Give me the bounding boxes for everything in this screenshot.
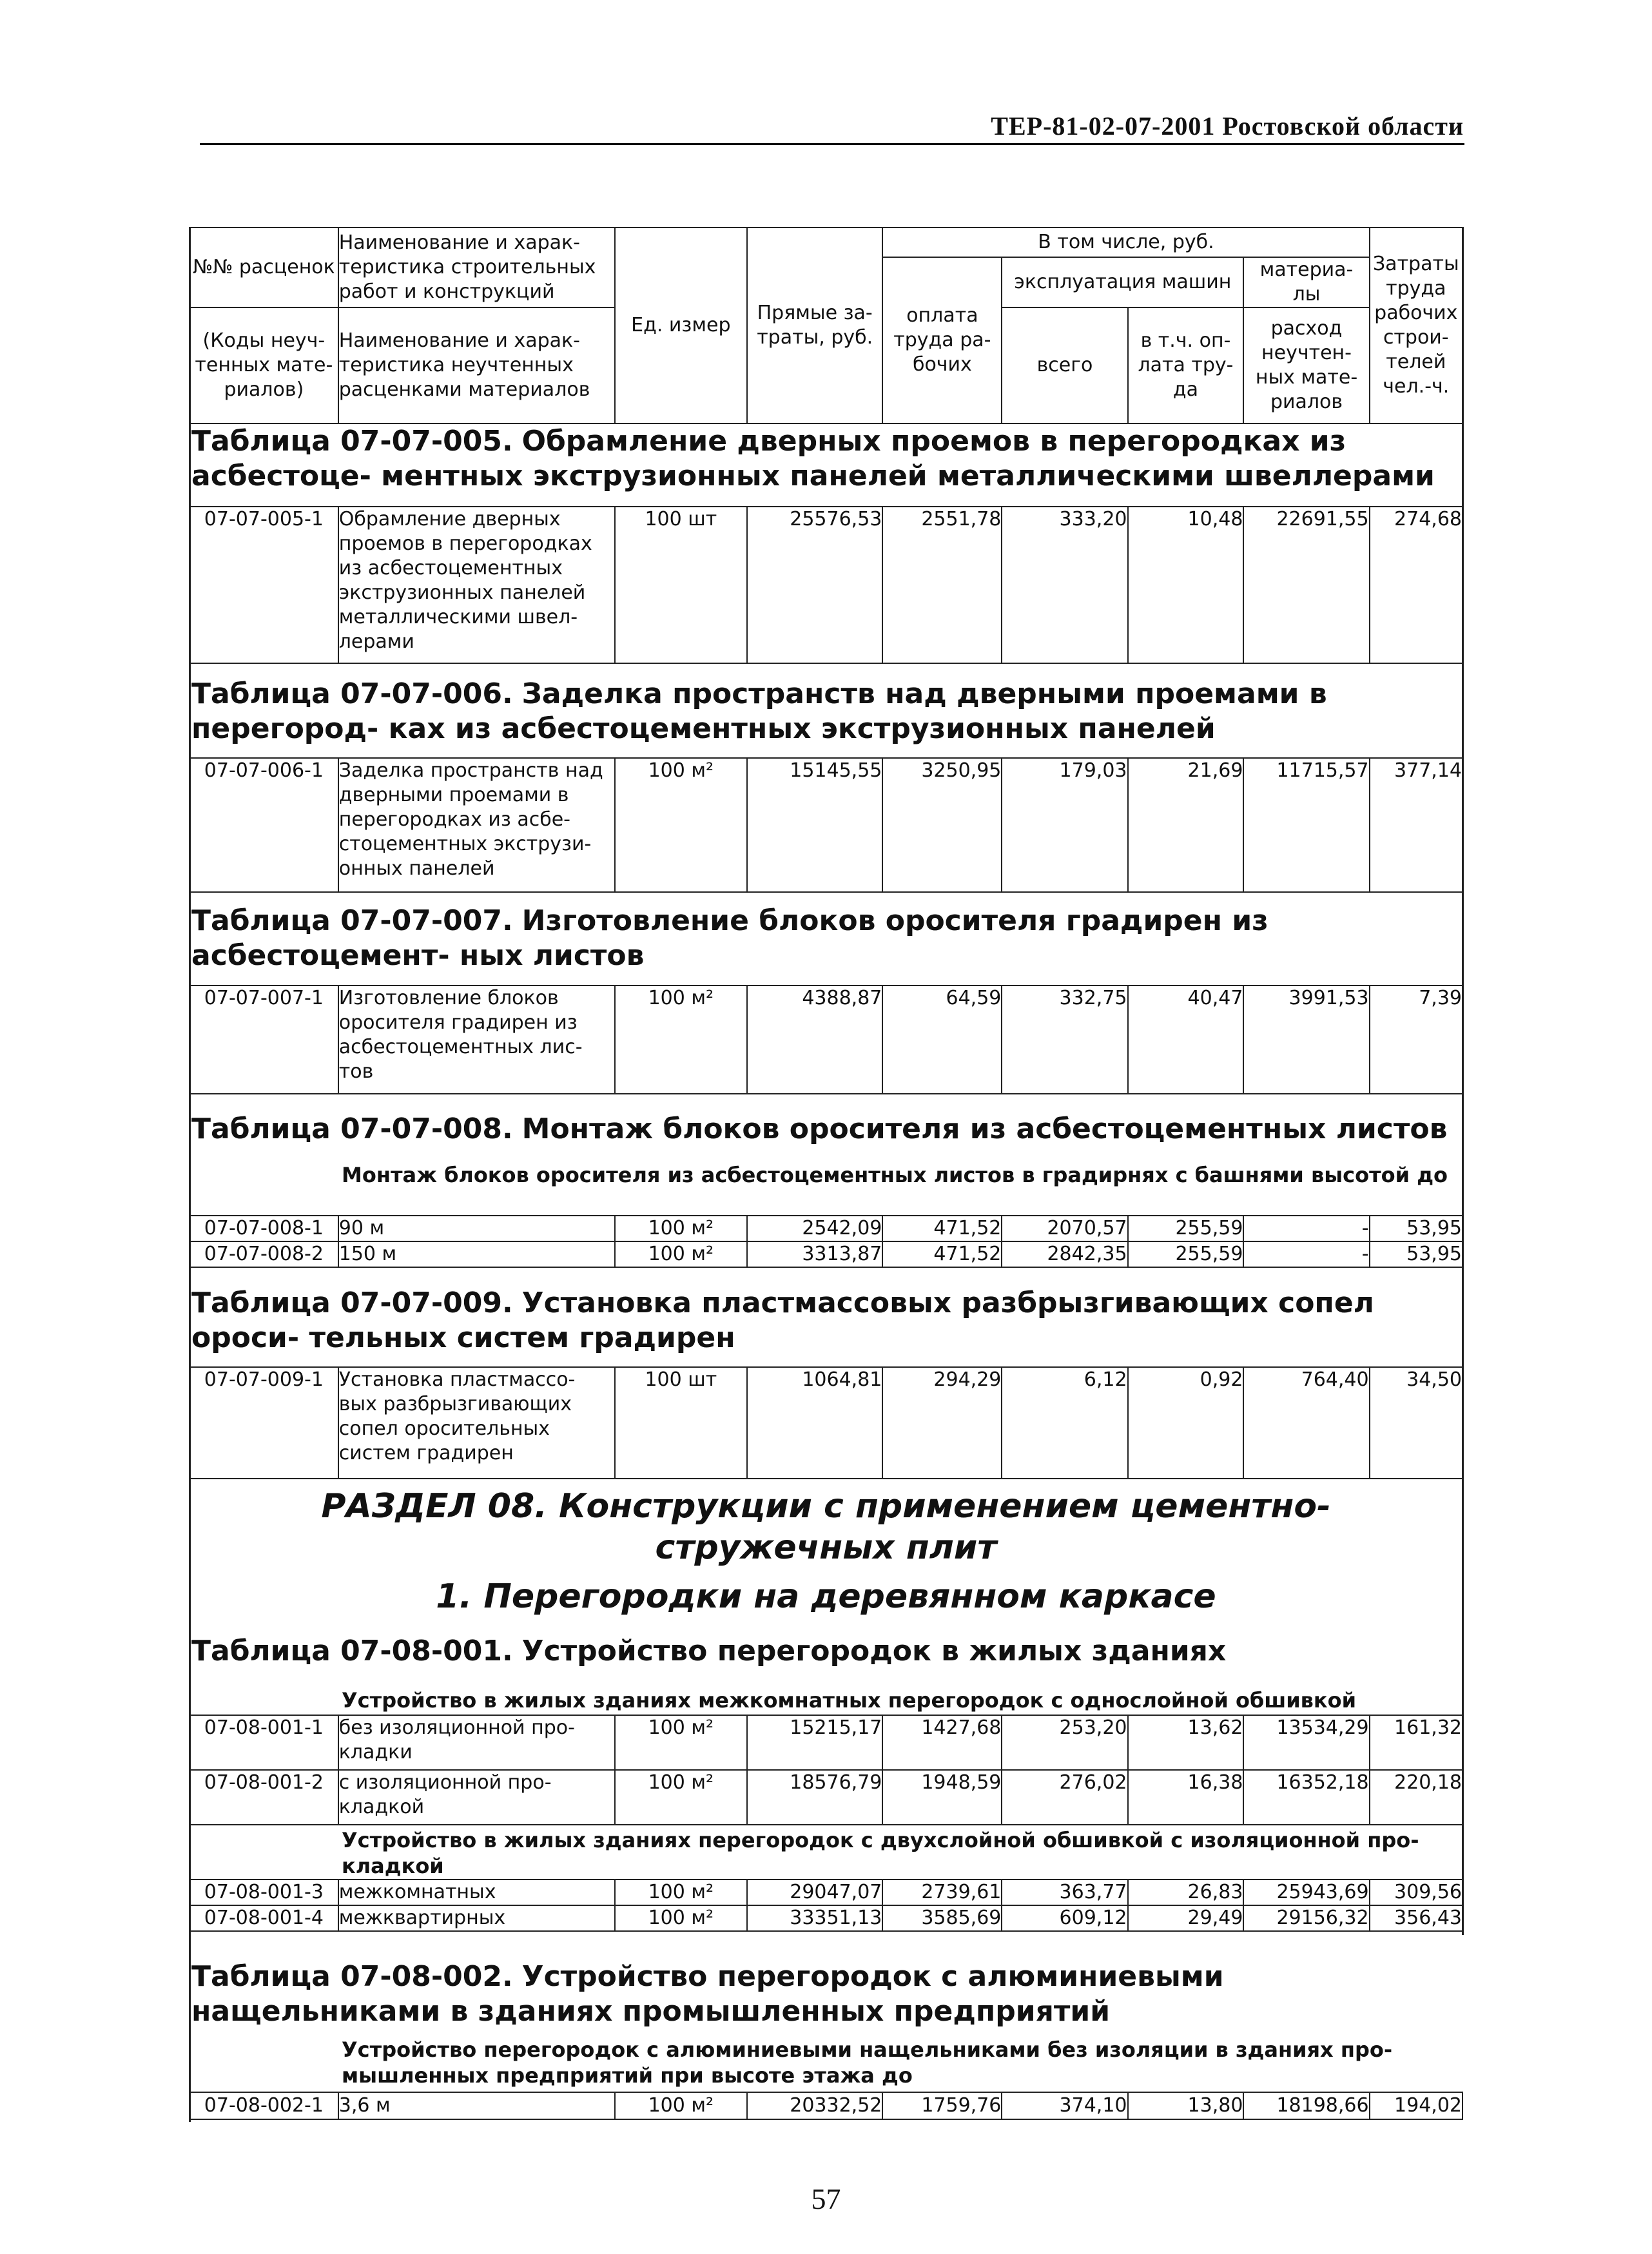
row-name: Изготовление блоков оросителя градирен из асбестоцементных лис- тов	[338, 986, 615, 1094]
row-mat: 11715,57	[1243, 758, 1369, 892]
row-name: без изоляционной про- кладки	[338, 1715, 615, 1770]
table-row	[189, 1880, 1463, 1905]
subsection-title: 1. Перегородки на деревянном каркасе	[436, 1577, 1216, 1616]
row-mach: 609,12	[1002, 1905, 1127, 1931]
table-009	[189, 1366, 1463, 1479]
row-name: с изоляционной про- кладкой	[338, 1770, 615, 1825]
row-mach: 179,03	[1002, 758, 1127, 892]
row-name: 150 м	[338, 1241, 615, 1267]
col-machines: эксплуатация машин	[1002, 257, 1243, 307]
table-row	[189, 1367, 1463, 1479]
row-direct: 4388,87	[747, 986, 882, 1094]
col-code-top: №№ расценок	[189, 228, 338, 307]
row-direct: 15215,17	[747, 1715, 882, 1770]
row-labor: 34,50	[1370, 1367, 1463, 1479]
row-labor: 53,95	[1370, 1241, 1463, 1267]
row-pay: 3585,69	[882, 1905, 1002, 1931]
row-pay: 1759,76	[882, 2092, 1002, 2119]
table-row	[189, 2092, 1463, 2119]
row-mat: 3991,53	[1243, 986, 1369, 1094]
row-mat: 18198,66	[1243, 2092, 1369, 2119]
row-code: 07-07-008-2	[189, 1241, 338, 1267]
col-name-top: Наименование и харак- теристика строительных работ и конструкций	[338, 228, 615, 307]
row-code: 07-07-005-1	[189, 507, 338, 663]
col-name-bottom: Наименование и харак- теристика неучтенных расценками материалов	[338, 307, 615, 423]
row-mach-pay: 255,59	[1128, 1241, 1244, 1267]
row-unit: 100 м²	[615, 1715, 747, 1770]
table-08-001-part1	[189, 1715, 1463, 1825]
table-subtitle: Устройство перегородок с алюминиевыми нащельниками без изоляции в зданиях про- мышленных предприятий при высоте этажа до	[342, 2037, 1393, 2088]
table-code: Таблица 07-07-006.	[191, 677, 513, 710]
row-labor: 274,68	[1370, 507, 1463, 663]
header-rule	[200, 143, 1464, 145]
row-code: 07-08-001-1	[189, 1715, 338, 1770]
row-mach: 333,20	[1002, 507, 1127, 663]
row-direct: 3313,87	[747, 1241, 882, 1267]
row-name: межквартирных	[338, 1905, 615, 1931]
row-mat: 22691,55	[1243, 507, 1369, 663]
row-direct: 18576,79	[747, 1770, 882, 1825]
row-mach-pay: 16,38	[1128, 1770, 1244, 1825]
table-row	[189, 1715, 1463, 1770]
table-08-001-part2	[189, 1879, 1463, 1932]
row-direct: 20332,52	[747, 2092, 882, 2119]
table-caption-009	[191, 1286, 1461, 1355]
row-code: 07-07-007-1	[189, 986, 338, 1094]
col-unit: Ед. измер	[615, 228, 747, 423]
table-title: Изготовление блоков оросителя градирен из асбестоцемент- ных листов	[191, 904, 1268, 972]
row-name: 90 м	[338, 1216, 615, 1241]
row-labor: 53,95	[1370, 1216, 1463, 1241]
row-pay: 294,29	[882, 1367, 1002, 1479]
table-006	[189, 757, 1463, 893]
col-machines-total: всего	[1002, 307, 1127, 423]
row-direct: 15145,55	[747, 758, 882, 892]
table-08-002	[189, 2092, 1463, 2120]
col-code-bottom: (Коды неуч- тенных мате- риалов)	[189, 307, 338, 423]
col-machines-labor: в т.ч. оп- лата тру- да	[1128, 307, 1244, 423]
table-code: Таблица 07-07-008.	[191, 1112, 513, 1145]
column-header-table	[189, 227, 1463, 424]
row-code: 07-08-001-2	[189, 1770, 338, 1825]
col-including: В том числе, руб.	[882, 228, 1369, 257]
row-direct: 2542,09	[747, 1216, 882, 1241]
row-pay: 471,52	[882, 1241, 1002, 1267]
table-caption-008	[191, 1112, 1461, 1147]
row-direct: 33351,13	[747, 1905, 882, 1931]
row-labor: 356,43	[1370, 1905, 1463, 1931]
row-code: 07-07-006-1	[189, 758, 338, 892]
row-mach: 253,20	[1002, 1715, 1127, 1770]
table-row	[189, 1770, 1463, 1825]
row-code: 07-08-002-1	[189, 2092, 338, 2119]
row-mach-pay: 26,83	[1128, 1880, 1244, 1905]
row-code: 07-08-001-4	[189, 1905, 338, 1931]
row-pay: 3250,95	[882, 758, 1002, 892]
row-mach-pay: 255,59	[1128, 1216, 1244, 1241]
table-007	[189, 985, 1463, 1094]
row-name: Установка пластмассо- вых разбрызгивающих сопел оросительных систем градирен	[338, 1367, 615, 1479]
row-code: 07-07-009-1	[189, 1367, 338, 1479]
row-labor: 220,18	[1370, 1770, 1463, 1825]
document-title: ТЕР-81-02-07-2001 Ростовской области	[991, 112, 1464, 141]
table-row	[189, 507, 1463, 663]
row-unit: 100 м²	[615, 758, 747, 892]
table-title: Устройство перегородок в жилых зданиях	[521, 1635, 1227, 1667]
row-name: Обрамление дверных проемов в перегородках из асбестоцементных экструзионных панелей металлическими швел- лерами	[338, 507, 615, 663]
row-unit: 100 м²	[615, 1880, 747, 1905]
table-code: Таблица 07-07-005.	[191, 425, 513, 458]
table-title: Монтаж блоков оросителя из асбестоцементных листов	[521, 1112, 1448, 1145]
table-title: Обрамление дверных проемов в перегородках из асбестоце- ментных экструзионных панелей металлическими швеллерами	[191, 425, 1435, 492]
row-unit: 100 м²	[615, 1905, 747, 1931]
col-direct: Прямые за- траты, руб.	[747, 228, 882, 423]
row-unit: 100 шт	[615, 507, 747, 663]
row-pay: 1427,68	[882, 1715, 1002, 1770]
row-labor: 377,14	[1370, 758, 1463, 892]
row-pay: 2551,78	[882, 507, 1002, 663]
table-008	[189, 1215, 1463, 1268]
row-mach: 363,77	[1002, 1880, 1127, 1905]
row-unit: 100 м²	[615, 2092, 747, 2119]
table-caption-005	[191, 424, 1461, 494]
row-labor: 194,02	[1370, 2092, 1463, 2119]
col-labor-pay: оплата труда ра- бочих	[882, 257, 1002, 423]
col-materials-bottom: расход неучтен- ных мате- риалов	[1243, 307, 1369, 423]
table-caption-08-001	[191, 1634, 1461, 1669]
row-unit: 100 м²	[615, 1770, 747, 1825]
row-unit: 100 м²	[615, 1241, 747, 1267]
page-number: 57	[811, 2182, 841, 2215]
col-labor-cost: Затраты труда рабочих строи- телей чел.-ч.	[1370, 228, 1463, 423]
table-code: Таблица 07-07-009.	[191, 1287, 513, 1319]
row-mat: 16352,18	[1243, 1770, 1369, 1825]
row-name: межкомнатных	[338, 1880, 615, 1905]
row-mach-pay: 13,62	[1128, 1715, 1244, 1770]
table-title: Заделка пространств над дверными проемами в перегород- ках из асбестоцементных экструзионных панелей	[191, 677, 1327, 745]
table-title: Устройство перегородок с алюминиевыми нащельниками в зданиях промышленных предприятий	[191, 1960, 1224, 2028]
row-pay: 64,59	[882, 986, 1002, 1094]
table-code: Таблица 07-08-002.	[191, 1960, 513, 1993]
row-direct: 1064,81	[747, 1367, 882, 1479]
table-caption-006	[191, 677, 1461, 746]
col-materials-top: материа- лы	[1243, 257, 1369, 307]
row-labor: 309,56	[1370, 1880, 1463, 1905]
table-caption-007	[191, 904, 1461, 973]
row-direct: 25576,53	[747, 507, 882, 663]
row-mat: 25943,69	[1243, 1880, 1369, 1905]
row-mat: -	[1243, 1216, 1369, 1241]
row-name: Заделка пространств над дверными проемами в перегородках из асбе- стоцементных экструзи- онных панелей	[338, 758, 615, 892]
table-row	[189, 986, 1463, 1094]
row-unit: 100 м²	[615, 1216, 747, 1241]
row-pay: 2739,61	[882, 1880, 1002, 1905]
row-mach: 6,12	[1002, 1367, 1127, 1479]
table-subtitle: Устройство в жилых зданиях перегородок с двухслойной обшивкой с изоляционной про- кладкой	[342, 1828, 1419, 1878]
row-mach-pay: 0,92	[1128, 1367, 1244, 1479]
table-title: Установка пластмассовых разбрызгивающих сопел ороси- тельных систем градирен	[191, 1287, 1374, 1354]
row-mach: 2842,35	[1002, 1241, 1127, 1267]
row-name: 3,6 м	[338, 2092, 615, 2119]
row-mach-pay: 29,49	[1128, 1905, 1244, 1931]
table-row	[189, 1241, 1463, 1267]
row-mach: 2070,57	[1002, 1216, 1127, 1241]
table-subtitle: Монтаж блоков оросителя из асбестоцементных листов в градирнях с башнями высотой до	[342, 1163, 1448, 1187]
row-unit: 100 м²	[615, 986, 747, 1094]
table-005	[189, 506, 1463, 664]
row-mach-pay: 21,69	[1128, 758, 1244, 892]
row-labor: 7,39	[1370, 986, 1463, 1094]
row-mat: 13534,29	[1243, 1715, 1369, 1770]
table-subtitle: Устройство в жилых зданиях межкомнатных перегородок с однослойной обшивкой	[342, 1688, 1357, 1713]
row-mach-pay: 13,80	[1128, 2092, 1244, 2119]
row-mach-pay: 40,47	[1128, 986, 1244, 1094]
row-code: 07-07-008-1	[189, 1216, 338, 1241]
row-mach: 332,75	[1002, 986, 1127, 1094]
row-mat: 29156,32	[1243, 1905, 1369, 1931]
row-pay: 471,52	[882, 1216, 1002, 1241]
row-mach-pay: 10,48	[1128, 507, 1244, 663]
row-mat: -	[1243, 1241, 1369, 1267]
row-mat: 764,40	[1243, 1367, 1369, 1479]
table-caption-08-002	[191, 1959, 1461, 2029]
table-row	[189, 758, 1463, 892]
table-row	[189, 1216, 1463, 1241]
table-code: Таблица 07-07-007.	[191, 904, 513, 937]
row-unit: 100 шт	[615, 1367, 747, 1479]
row-pay: 1948,59	[882, 1770, 1002, 1825]
row-code: 07-08-001-3	[189, 1880, 338, 1905]
row-mach: 374,10	[1002, 2092, 1127, 2119]
row-mach: 276,02	[1002, 1770, 1127, 1825]
row-labor: 161,32	[1370, 1715, 1463, 1770]
row-direct: 29047,07	[747, 1880, 882, 1905]
table-row	[189, 1905, 1463, 1931]
section-title: РАЗДЕЛ 08. Конструкции с применением цементно-стружечных плит	[321, 1487, 1331, 1567]
table-code: Таблица 07-08-001.	[191, 1635, 513, 1667]
